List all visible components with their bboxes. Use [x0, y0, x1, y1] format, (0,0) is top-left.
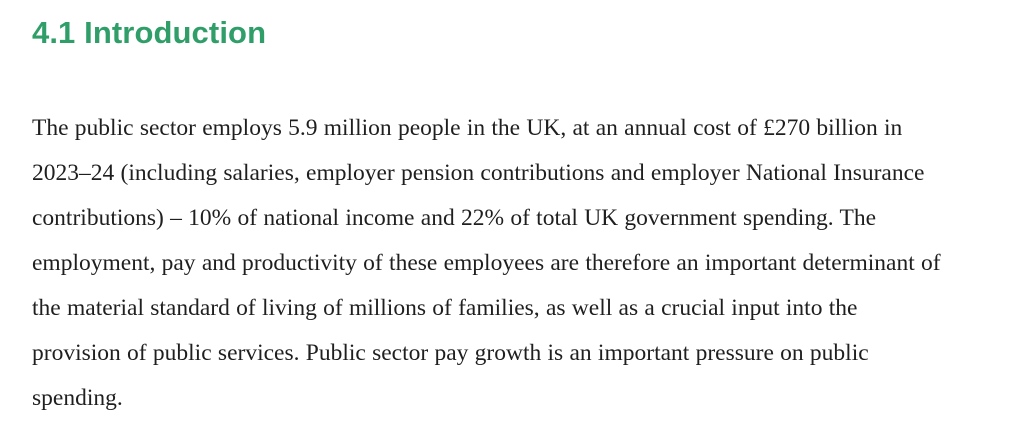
paragraph: The public sector employs 5.9 million people in the UK, at an annual cost of £270 billion in 2023–24 (including salaries, employer pension contributions and employer National Insurance contributions) – 10% of national income and 22% of total UK government spending. The employment, pay and productivity of these employees are therefore an important determinant of the material standard of living of millions of families, as well as a crucial input into the provision of public services. Public sector pay growth is an important pressure on public spending. — [32, 115, 941, 411]
body-content — [32, 106, 944, 421]
page-title: 4.1 Introduction — [32, 15, 267, 50]
